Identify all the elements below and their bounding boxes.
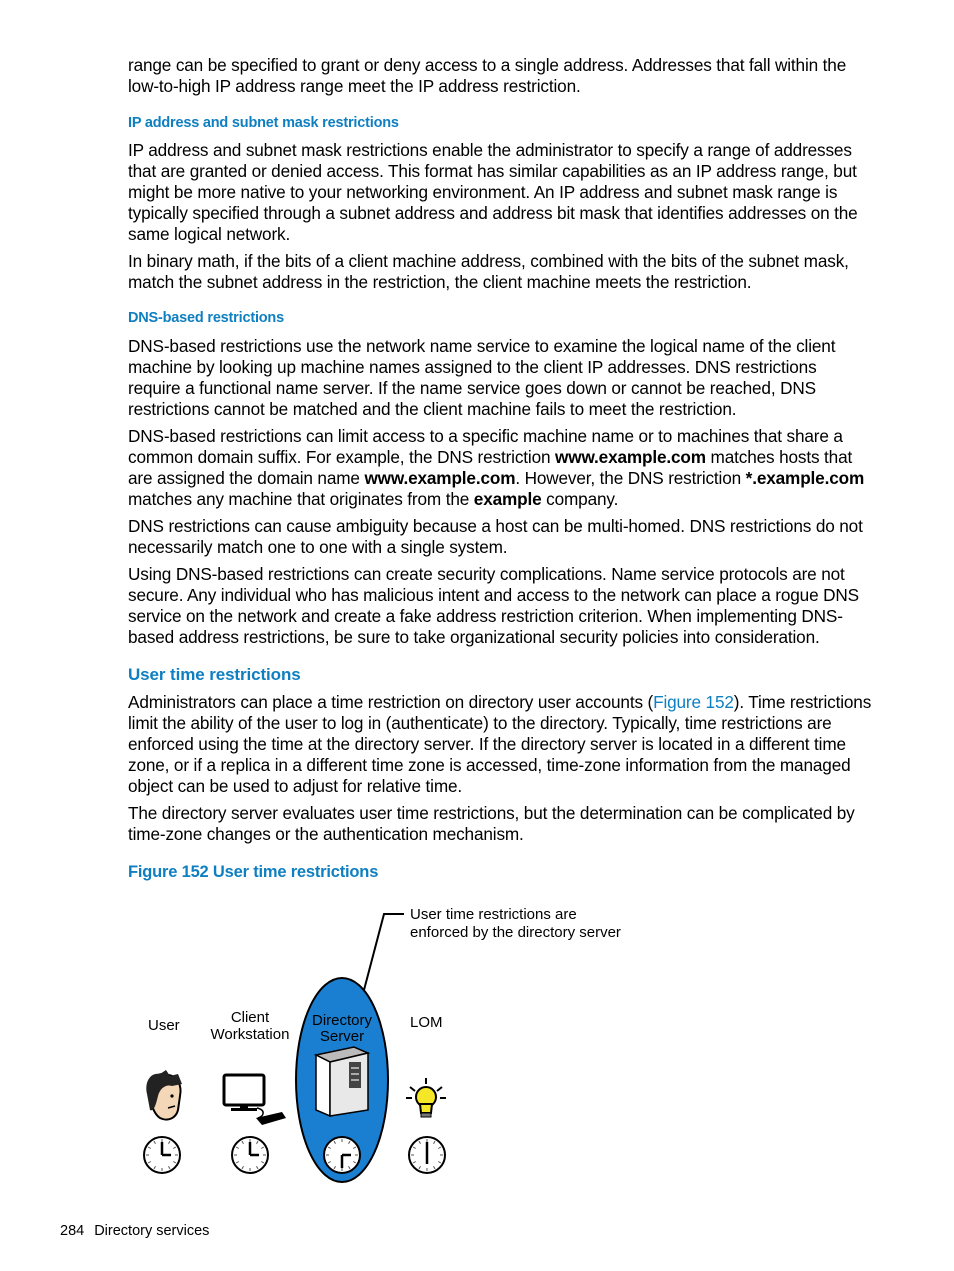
- dns-paragraph-4: Using DNS-based restrictions can create security complications. Name service protocols are not secure. Any individual who has malicious intent and access to the network can place a rogue DNS service on the network and create a fake address restriction criterion. When implementing DNS-based address restrictions, be sure to take organizational security policies into consideration.: [128, 564, 859, 647]
- server-tower-icon: [316, 1047, 368, 1116]
- ip-subnet-paragraph-1: IP address and subnet mask restrictions enable the administrator to specify a range of addresses that are granted or denied access. This format has similar capabilities as an IP address range, but might be more native to your networking environment. An IP address and subnet mask range is typically specified through a subnet address and address bit mask that identifies addresses on the same logical network.: [128, 140, 858, 244]
- page-number: 284: [60, 1223, 85, 1239]
- ip-subnet-paragraph-2: In binary math, if the bits of a client machine address, combined with the bits of the subnet mask, match the subnet address in the restriction, the client machine meets the restriction.: [128, 251, 849, 292]
- dns-p2-host-1: www.example.com: [555, 447, 706, 467]
- intro-paragraph: range can be specified to grant or deny access to a single address. Addresses that fall within the low-to-high IP address range meet the IP address restriction.: [128, 55, 847, 96]
- figure-caption: Figure 152 User time restrictions: [128, 863, 379, 881]
- dns-p2-text-i: company.: [541, 489, 619, 509]
- clock-icon: [232, 1137, 268, 1173]
- user-time-paragraph-2: The directory server evaluates user time restrictions, but the determination can be complicated by time-zone changes or the authentication mechanism.: [128, 803, 855, 844]
- user-head-icon: [146, 1070, 182, 1120]
- dns-paragraph-3: DNS restrictions can cause ambiguity because a host can be multi-homed. DNS restrictions do not necessarily match one to one with a single system.: [128, 516, 863, 557]
- dns-p2-text-c: matches hosts that are assigned the domain name: [128, 447, 853, 488]
- label-lom: LOM: [410, 1014, 443, 1031]
- dns-p2-text-a: DNS-based restrictions can limit access to a specific machine name or to machines that share a common domain suffix. For example, the DNS restriction: [128, 426, 843, 467]
- label-client-line-1: Client: [230, 1009, 270, 1026]
- label-client-line-2: Workstation: [210, 1026, 290, 1043]
- dns-paragraph-1: DNS-based restrictions use the network name service to examine the logical name of the client machine by looking up machine names assigned to the client IP addresses. DNS restrictions require a functional name server. If the name service goes down or cannot be reached, DNS restrictions cannot be matched and the client machine fails to meet the restriction.: [128, 336, 836, 419]
- workstation-icon: [224, 1075, 286, 1125]
- clocks-row: [144, 1137, 445, 1173]
- heading-ip-subnet: IP address and subnet mask restrictions: [128, 115, 399, 131]
- label-user: User: [148, 1017, 180, 1034]
- heading-user-time: User time restrictions: [128, 665, 301, 684]
- clock-icon: [324, 1137, 360, 1173]
- user-time-p1-text-a: Administrators can place a time restriction on directory user accounts (: [128, 692, 654, 712]
- label-server-line-2: Server: [319, 1028, 365, 1045]
- dns-p2-wildcard: *.example.com: [745, 468, 865, 488]
- callout-line-2: enforced by the directory server: [410, 924, 621, 941]
- figure-152-link[interactable]: Figure 152: [653, 692, 734, 712]
- callout-leader-line: [364, 914, 404, 990]
- dns-p2-host-2: www.example.com: [364, 468, 516, 488]
- dns-p2-company: example: [473, 489, 542, 509]
- label-server-line-1: Directory: [311, 1012, 373, 1029]
- clock-icon: [144, 1137, 180, 1173]
- dns-p2-text-e: . However, the DNS restriction: [515, 468, 746, 488]
- clock-icon: [409, 1137, 445, 1173]
- user-time-p1-text-b: ). Time restrictions limit the ability of the user to log in (authenticate) to the directory. Typically, time restrictions are enforced using the time at the directory server. If the directory server is located in a different time zone, or if a replica in a different time zone is accessed, time-zone information from the managed object can be used to adjust for relative time.: [128, 692, 872, 796]
- heading-dns: DNS-based restrictions: [128, 310, 284, 326]
- callout-line-1: User time restrictions are: [410, 906, 577, 923]
- footer-section-title: Directory services: [94, 1223, 210, 1239]
- dns-p2-text-g: matches any machine that originates from the: [128, 489, 474, 509]
- lightbulb-icon: [406, 1078, 446, 1117]
- page-footer: [60, 1223, 209, 1239]
